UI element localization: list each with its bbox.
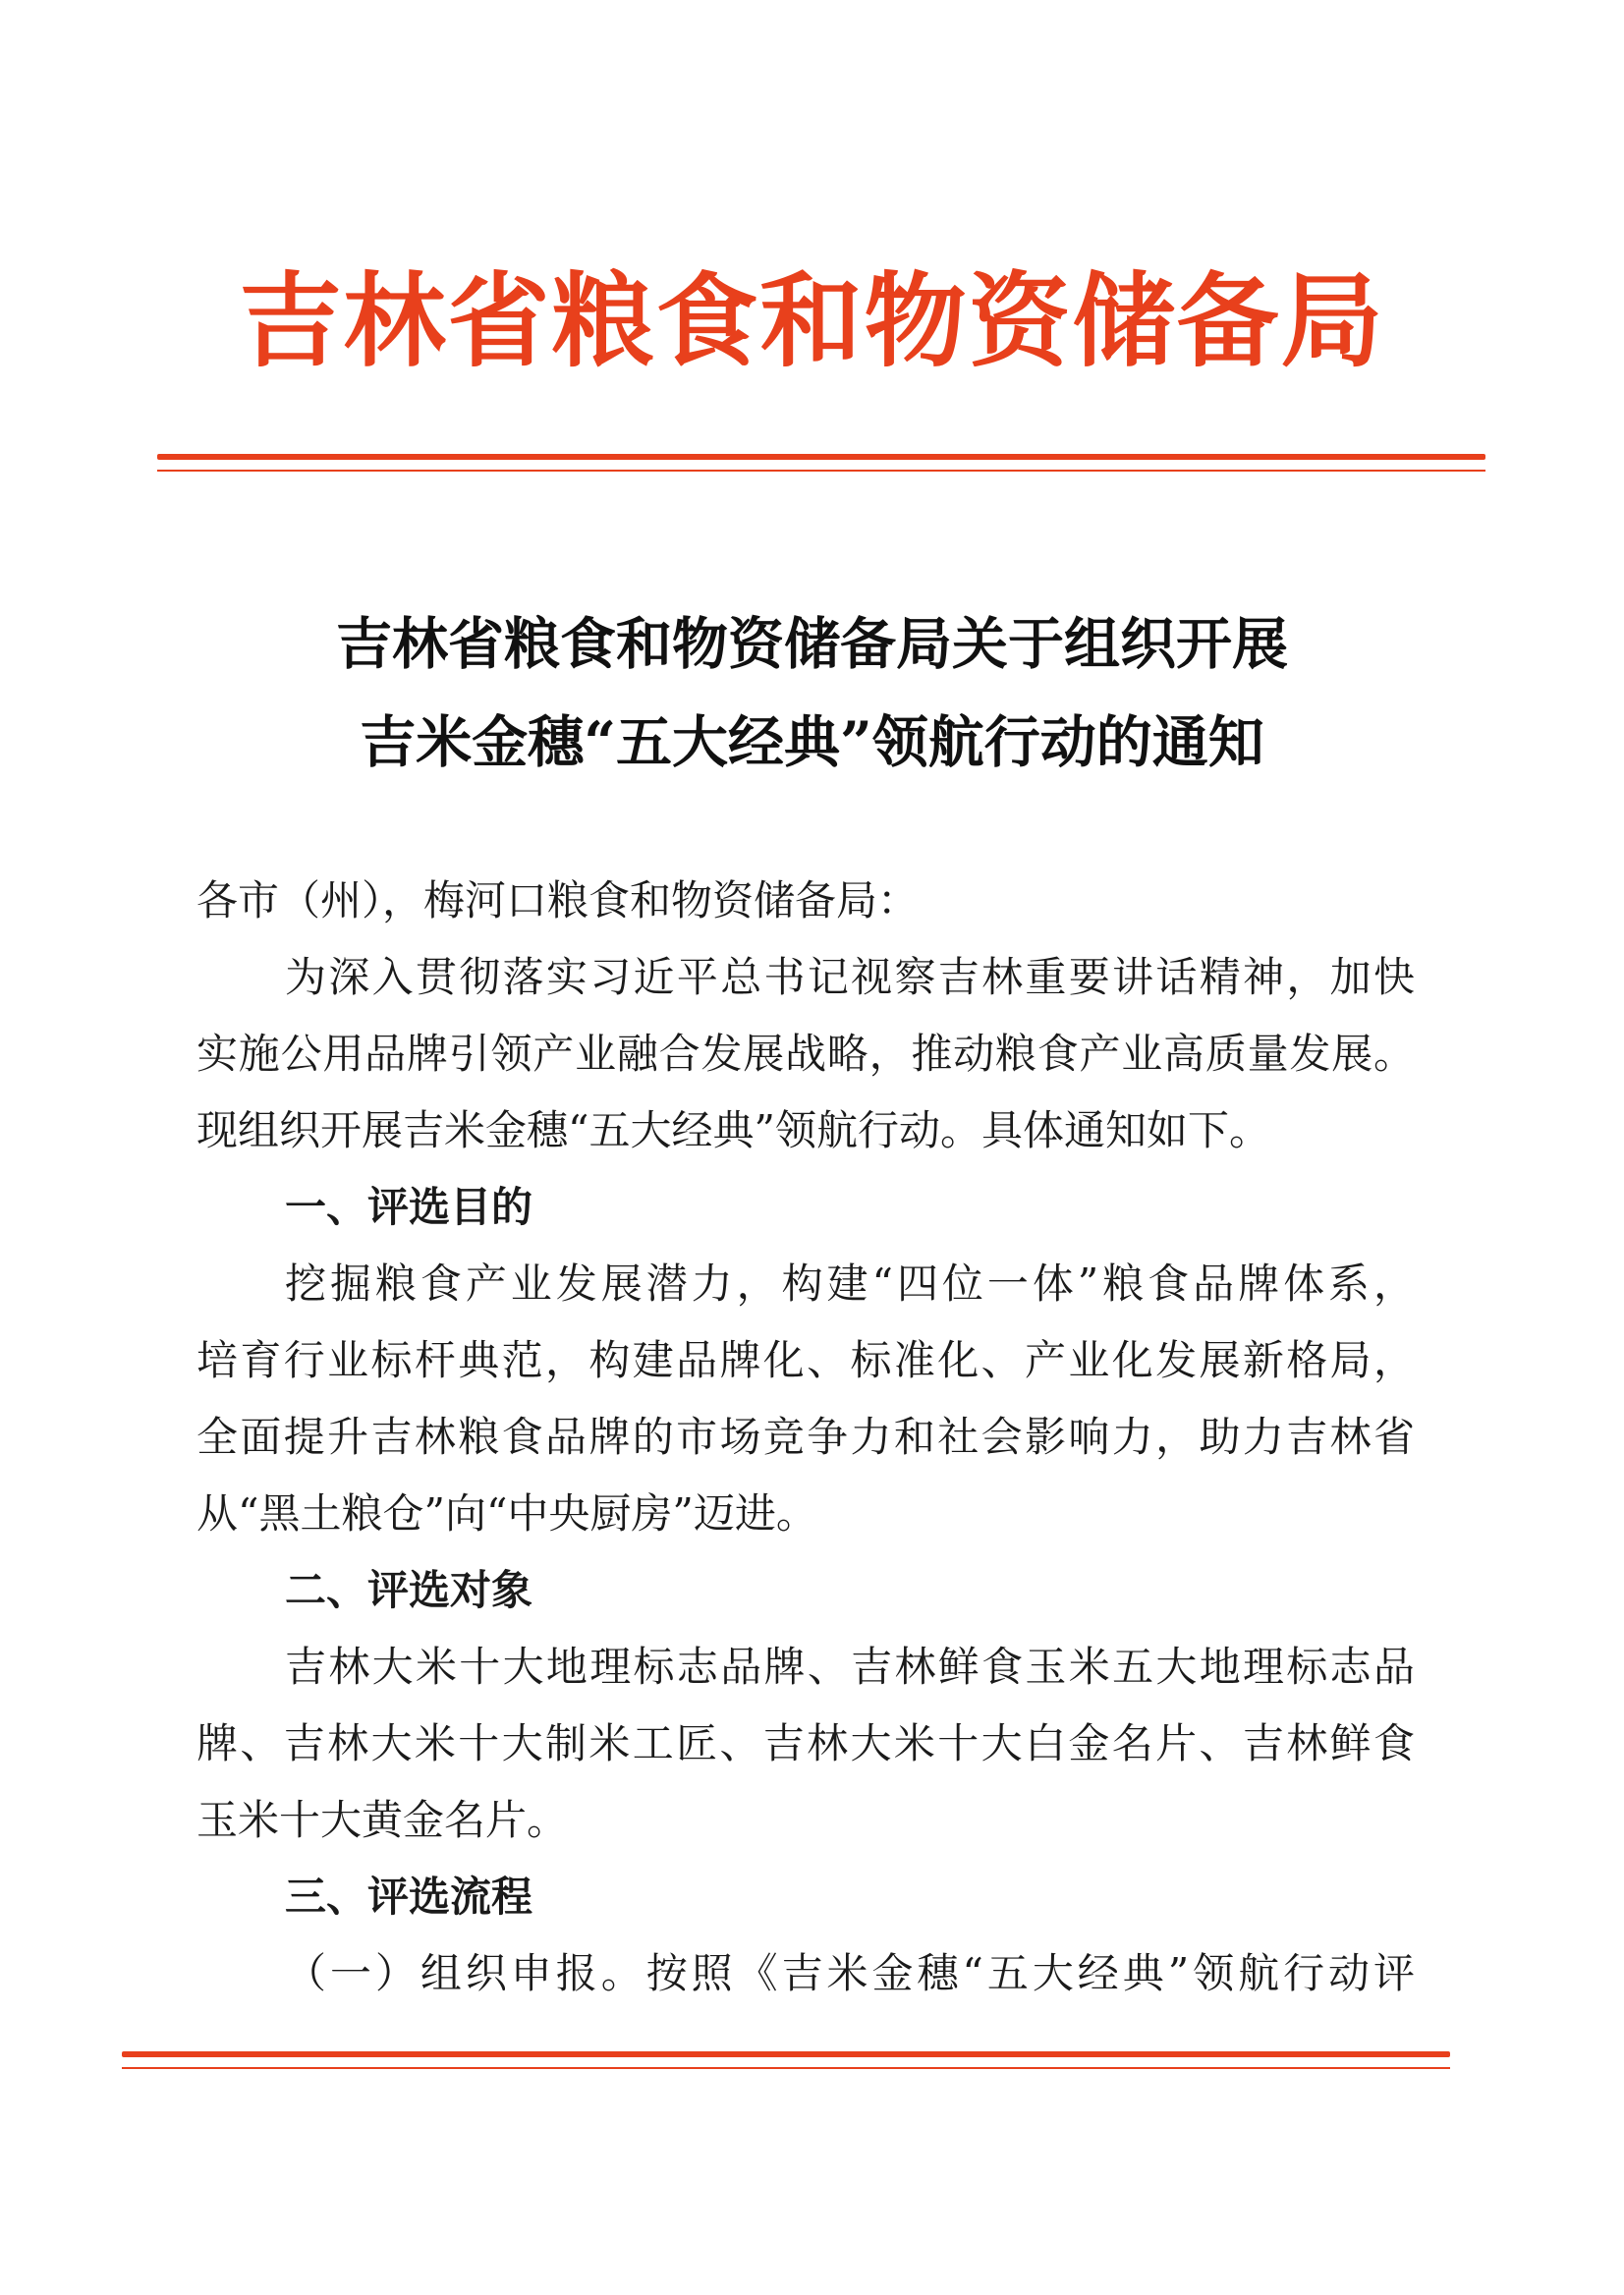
footer-rule-thin — [122, 2067, 1450, 2069]
intro-line: 为深入贯彻落实习近平总书记视察吉林重要讲话精神，加快 — [285, 953, 1415, 1001]
section-line: 全面提升吉林粮食品牌的市场竞争力和社会影响力，助力吉林省 — [196, 1413, 1415, 1461]
section-line: 吉林大米十大地理标志品牌、吉林鲜食玉米五大地理标志品 — [285, 1643, 1415, 1691]
masthead-rule-thin — [157, 470, 1485, 472]
section-heading-objects: 二、评选对象 — [285, 1566, 533, 1614]
section-line: 培育行业标杆典范，构建品牌化、标准化、产业化发展新格局， — [196, 1336, 1415, 1384]
masthead-rule-thick — [157, 454, 1485, 460]
section-heading-purpose: 一、评选目的 — [285, 1183, 533, 1231]
agency-masthead: 吉林省粮食和物资储备局 — [239, 260, 1385, 381]
document-title-line-1: 吉林省粮食和物资储备局关于组织开展 — [336, 611, 1288, 677]
section-heading-process: 三、评选流程 — [285, 1873, 533, 1921]
document-title-line-2: 吉米金穗“五大经典”领航行动的通知 — [360, 709, 1264, 775]
footer-rule-thick — [122, 2051, 1450, 2057]
document-body — [196, 863, 1415, 2012]
intro-line: 实施公用品牌引领产业融合发展战略，推动粮食产业高质量发展。 — [196, 1030, 1415, 1078]
intro-line: 现组织开展吉米金穗“五大经典”领航行动。具体通知如下。 — [196, 1106, 1270, 1154]
section-line: 玉米十大黄金名片。 — [196, 1796, 569, 1844]
section-line: 牌、吉林大米十大制米工匠、吉林大米十大白金名片、吉林鲜食 — [196, 1719, 1415, 1767]
section-line: 挖掘粮食产业发展潜力，构建“四位一体”粮食品牌体系， — [285, 1259, 1415, 1308]
section-line: 从“黑土粮仓”向“中央厨房”迈进。 — [196, 1489, 817, 1538]
section-line: （一）组织申报。按照《吉米金穗“五大经典”领航行动评 — [285, 1949, 1415, 1997]
salutation: 各市（州），梅河口粮食和物资储备局： — [196, 876, 920, 924]
